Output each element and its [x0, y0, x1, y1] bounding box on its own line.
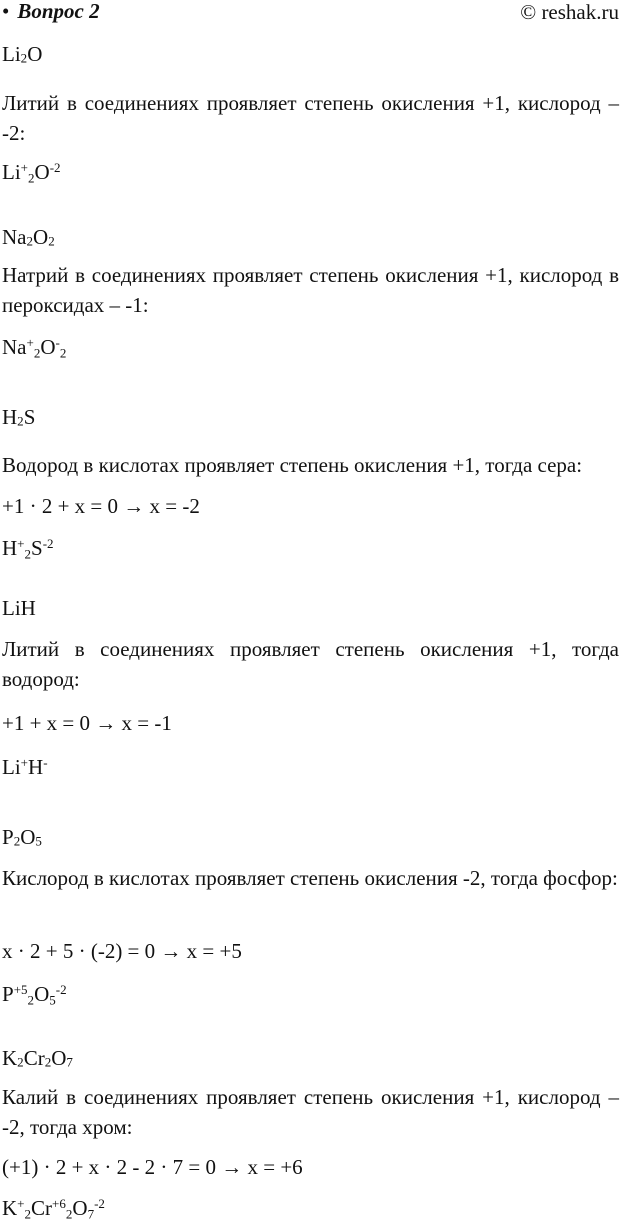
formula-part: S: [23, 405, 36, 429]
formula-part: H: [28, 755, 44, 779]
oxidation-result: [2, 335, 66, 359]
formula-part: Li: [2, 755, 21, 779]
formula-index: 2: [17, 413, 24, 429]
formula-part: O: [33, 225, 49, 249]
oxidation-sup: +: [20, 754, 29, 770]
formula-part: K: [2, 1196, 18, 1220]
compound-formula: [2, 1046, 73, 1074]
formula-index: 2: [48, 233, 55, 249]
oxidation-sup: +6: [52, 1195, 66, 1211]
formula-index: 7: [87, 1206, 95, 1221]
formula-part: H: [2, 405, 18, 429]
compound-formula: [2, 225, 55, 253]
oxidation-sup: +: [17, 535, 25, 551]
oxidation-sup: -2: [94, 1195, 105, 1211]
formula-part: S: [31, 536, 43, 560]
copyright-label: © reshak.ru: [520, 0, 619, 24]
bullet-icon: •: [2, 0, 10, 23]
formula-index: 2: [26, 233, 34, 249]
formula-part: Cr: [23, 1046, 45, 1070]
formula-part: O: [27, 42, 43, 66]
formula-part: P: [2, 982, 14, 1006]
formula-part: Na: [2, 225, 27, 249]
equation-text: +1 + x = 0 → x = -1: [2, 711, 172, 735]
equation-text: (+1) · 2 + x · 2 - 2 · 7 = 0 → x = +6: [2, 1155, 303, 1179]
formula-index: 2: [44, 1054, 52, 1070]
formula-index: 5: [49, 992, 56, 1008]
formula-index: 2: [17, 1054, 24, 1070]
oxidation-result: [2, 1196, 105, 1220]
formula-index: 2: [24, 546, 32, 562]
explanation-text: Литий в соединениях проявляет степень окисления +1, кислород – -2:: [2, 91, 619, 145]
formula-part: Li: [2, 42, 21, 66]
oxidation-sup: -: [55, 334, 60, 350]
explanation-text: Кислород в кислотах проявляет степень окисления -2, тогда фосфор:: [2, 866, 618, 890]
formula-index: 2: [24, 1206, 32, 1221]
question-title-text: Вопрос 2: [17, 0, 100, 23]
formula-index: 2: [13, 833, 21, 849]
oxidation-result: [2, 982, 67, 1006]
formula-index: 2: [27, 992, 35, 1008]
formula-index: 5: [35, 833, 42, 849]
oxidation-sup: +5: [13, 981, 28, 997]
formula-part: K: [2, 1046, 18, 1070]
oxidation-result: [2, 160, 61, 184]
compound-formula: [2, 405, 35, 433]
oxidation-result: [2, 755, 48, 779]
oxidation-sup: +: [26, 334, 34, 350]
formula-part: Cr: [31, 1196, 53, 1220]
formula-part: O: [34, 160, 50, 184]
formula-part: O: [20, 825, 36, 849]
compound-formula: [2, 42, 42, 70]
explanation-text: Литий в соединениях проявляет степень окисления +1, тогда водород:: [2, 637, 619, 691]
formula-index: 2: [20, 50, 28, 66]
formula-part: O: [51, 1046, 67, 1070]
formula-part: O: [34, 982, 50, 1006]
explanation-text: Водород в кислотах проявляет степень окисления +1, тогда сера:: [2, 453, 583, 477]
page-header: [0, 0, 621, 26]
formula-part: O: [40, 335, 56, 359]
oxidation-sup: +: [20, 159, 29, 175]
equation-text: x · 2 + 5 · (-2) = 0 → x = +5: [2, 939, 242, 963]
formula-part: P: [2, 825, 14, 849]
formula-part: Li: [2, 160, 21, 184]
oxidation-sup: -2: [55, 981, 67, 997]
formula-part: Na: [2, 335, 27, 359]
explanation-text: Натрий в соединениях проявляет степень окисления +1, кислород в пероксидах – -1:: [2, 263, 619, 317]
equation-text: +1 · 2 + x = 0 → x = -2: [2, 494, 200, 518]
formula-part: H: [2, 536, 18, 560]
compound-formula: [2, 596, 36, 620]
formula-index: 2: [59, 345, 67, 361]
oxidation-sup: -: [43, 754, 48, 770]
formula-index: 2: [65, 1206, 73, 1221]
oxidation-sup: +: [17, 1195, 25, 1211]
question-title: [2, 0, 100, 24]
explanation-text: Калий в соединениях проявляет степень окисления +1, кислород – -2, тогда хром:: [2, 1085, 619, 1139]
formula-index: 2: [28, 170, 35, 186]
oxidation-result: [2, 536, 54, 560]
formula-part: LiH: [2, 596, 36, 620]
compound-formula: [2, 825, 42, 853]
oxidation-sup: -2: [49, 159, 61, 175]
oxidation-sup: -2: [42, 535, 54, 551]
formula-part: O: [72, 1196, 88, 1220]
formula-index: 2: [33, 345, 41, 361]
formula-index: 7: [66, 1054, 73, 1070]
